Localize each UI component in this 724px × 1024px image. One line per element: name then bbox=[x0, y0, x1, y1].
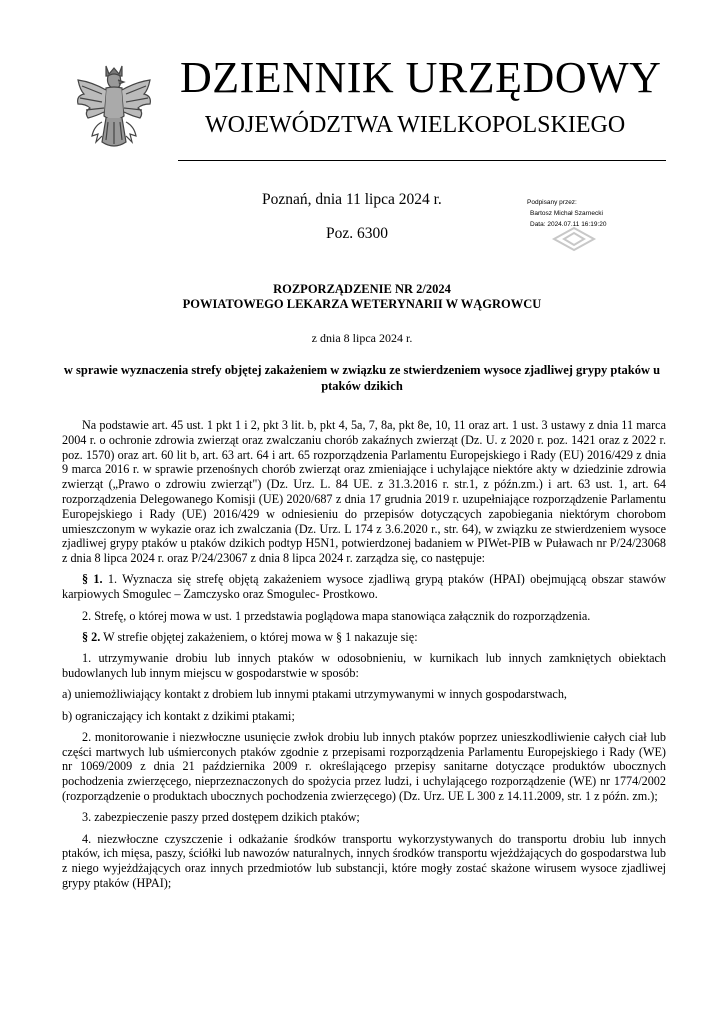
section-2-intro-text: W strefie objętej zakażeniem, o której mowa w § 1 nakazuje się: bbox=[103, 629, 418, 644]
journal-subtitle: WOJEWÓDZTWA WIELKOPOLSKIEGO bbox=[205, 112, 626, 138]
polish-eagle-emblem-icon bbox=[72, 60, 156, 164]
section-2-mark: § 2. bbox=[82, 629, 101, 644]
section-1-text-1: 1. Wyznacza się strefę objętą zakażeniem wysoce zjadliwą grypą ptaków (HPAI) obejmującą obszar stawów karpiowych Smogulec – Zamczysko oraz Smogulec- Prostkowo. bbox=[62, 572, 667, 602]
signature-date: Data: 2024.07.11 16:19:20 bbox=[530, 221, 607, 228]
section-2-intro bbox=[62, 630, 666, 645]
header-divider bbox=[178, 160, 666, 161]
signature-watermark-icon bbox=[548, 224, 600, 254]
journal-title: DZIENNIK URZĘDOWY bbox=[180, 53, 662, 102]
list-item-4: 4. niezwłoczne czyszczenie i odkażanie środków transportu wykorzystywanych do transportu drobiu lub innych ptaków, ich mięsa, paszy, ściółki lub nawozów naturalnych, innych środków transportu wjeżdżających do gospodarstwa lub z niego wyjeżdżających oraz innych przedmiotów lub substancji, które mogły zostać skażone wirusem wysoce zjadliwej grypy ptaków (HPAI); bbox=[62, 831, 666, 891]
list-item-3: 3. zabezpieczenie paszy przed dostępem dzikich ptaków; bbox=[82, 810, 360, 825]
regulation-date: z dnia 8 lipca 2024 r. bbox=[311, 331, 413, 345]
regulation-body bbox=[62, 418, 666, 897]
section-1-paragraph-2: 2. Strefę, o której mowa w ust. 1 przedstawia poglądowa mapa stanowiąca załącznik do rozporządzenia. bbox=[82, 608, 591, 623]
regulation-subject: w sprawie wyznaczenia strefy objętej zakażeniem w związku ze stwierdzeniem wysoce zjadliwej grypy ptaków u ptaków dzikich bbox=[63, 363, 661, 393]
list-item-2: 2. monitorowanie i niezwłoczne usunięcie zwłok drobiu lub innych ptaków poprzez unieszkodliwienie całych ciał lub części martwych lub uśmierconych ptaków zgodnie z przepisami rozporządzenia Parlamentu Europejskiego i Rady (WE) nr 1069/2009 z dnia 21 października 2009 r. określającego przepisy sanitarne dotyczące produktów ubocznych pochodzenia zwierzęcego, nieprzeznaczonych do spożycia przez ludzi, i uchylającego rozporządzenie (WE) nr 1774/2002 (rozporządzenie o produktach ubocznych pochodzenia zwierzęcego) (Dz. Urz. UE L 300 z 14.11.2009, str. 1 z późn. zm.); bbox=[62, 729, 666, 804]
place-and-date: Poznań, dnia 11 lipca 2024 r. bbox=[262, 191, 442, 208]
list-item-1a: a) uniemożliwiający kontakt z drobiem lub innymi ptakami utrzymywanymi w innych gospodarstwach, bbox=[62, 687, 567, 702]
list-item-1: 1. utrzymywanie drobiu lub innych ptaków w odosobnieniu, w kurnikach lub innych zamkniętych obiektach budowlanych lub innym miejscu w gospodarstwie w sposób: bbox=[62, 651, 666, 680]
list-item-1b: b) ograniczający ich kontakt z dzikimi ptakami; bbox=[62, 708, 295, 723]
preamble-paragraph: Na podstawie art. 45 ust. 1 pkt 1 i 2, pkt 3 lit. b, pkt 4, 5a, 7, 8a, pkt 8e, 10, 11 oraz art. 1 ust. 3 ustawy z dnia 11 marca 2004 r. o ochronie zdrowia zwierząt oraz zwalczaniu chorób zakaźnych zwierząt (Dz. U. z 2020 r. poz. 1421 oraz z 2022 r. poz. 1570) oraz art. 60 lit b, art. 63 art. 64 i art. 65 rozporządzenia Parlamentu Europejskiego i Rady (EU) 2016/429 z dnia 9 marca 2016 r. w sprawie przenośnych chorób zwierząt oraz zmieniające i uchylające niektóre akty w dziedzinie zdrowia zwierząt („Prawo o zdrowiu zwierząt") (Dz. Urz. L. 84 UE. z 31.3.2016 r. str.1, z późn.zm.) i art. 63 ust. 1, art. 64 rozporządzenia Delegowanego Komisji (UE) 2020/687 z dnia 17 grudnia 2019 r. uzupełniające rozporządzenie Parlamentu Europejskiego i Rady (UE) 2016/429 w odniesieniu do przepisów dotyczących zapobiegania niektórym chorobom umieszczonym w wykazie oraz ich zwalczania (Dz. Urz. L 174 z 3.6.2020 r., str. 64), w związku ze stwierdzeniem wysoce zjadliwej grypy ptaków u ptaków dzikich podtyp H5N1, potwierdzonej badaniem w PIWet-PIB w Puławach nr P/24/23068 z dnia 8 lipca 2024 r. oraz P/24/23067 z dnia 8 lipca 2024 r. zarządza się, co następuje: bbox=[62, 418, 666, 566]
section-1-paragraph-1 bbox=[62, 572, 666, 602]
regulation-number: ROZPORZĄDZENIE NR 2/2024 bbox=[273, 282, 451, 296]
signer-name: Bartosz Michał Szarnecki bbox=[530, 210, 603, 217]
signature-label: Podpisany przez: bbox=[527, 199, 577, 206]
issuing-authority: POWIATOWEGO LEKARZA WETERYNARII W WĄGROWCU bbox=[182, 297, 542, 311]
position-number: Poz. 6300 bbox=[326, 225, 388, 242]
section-1-mark: § 1. bbox=[82, 572, 103, 587]
